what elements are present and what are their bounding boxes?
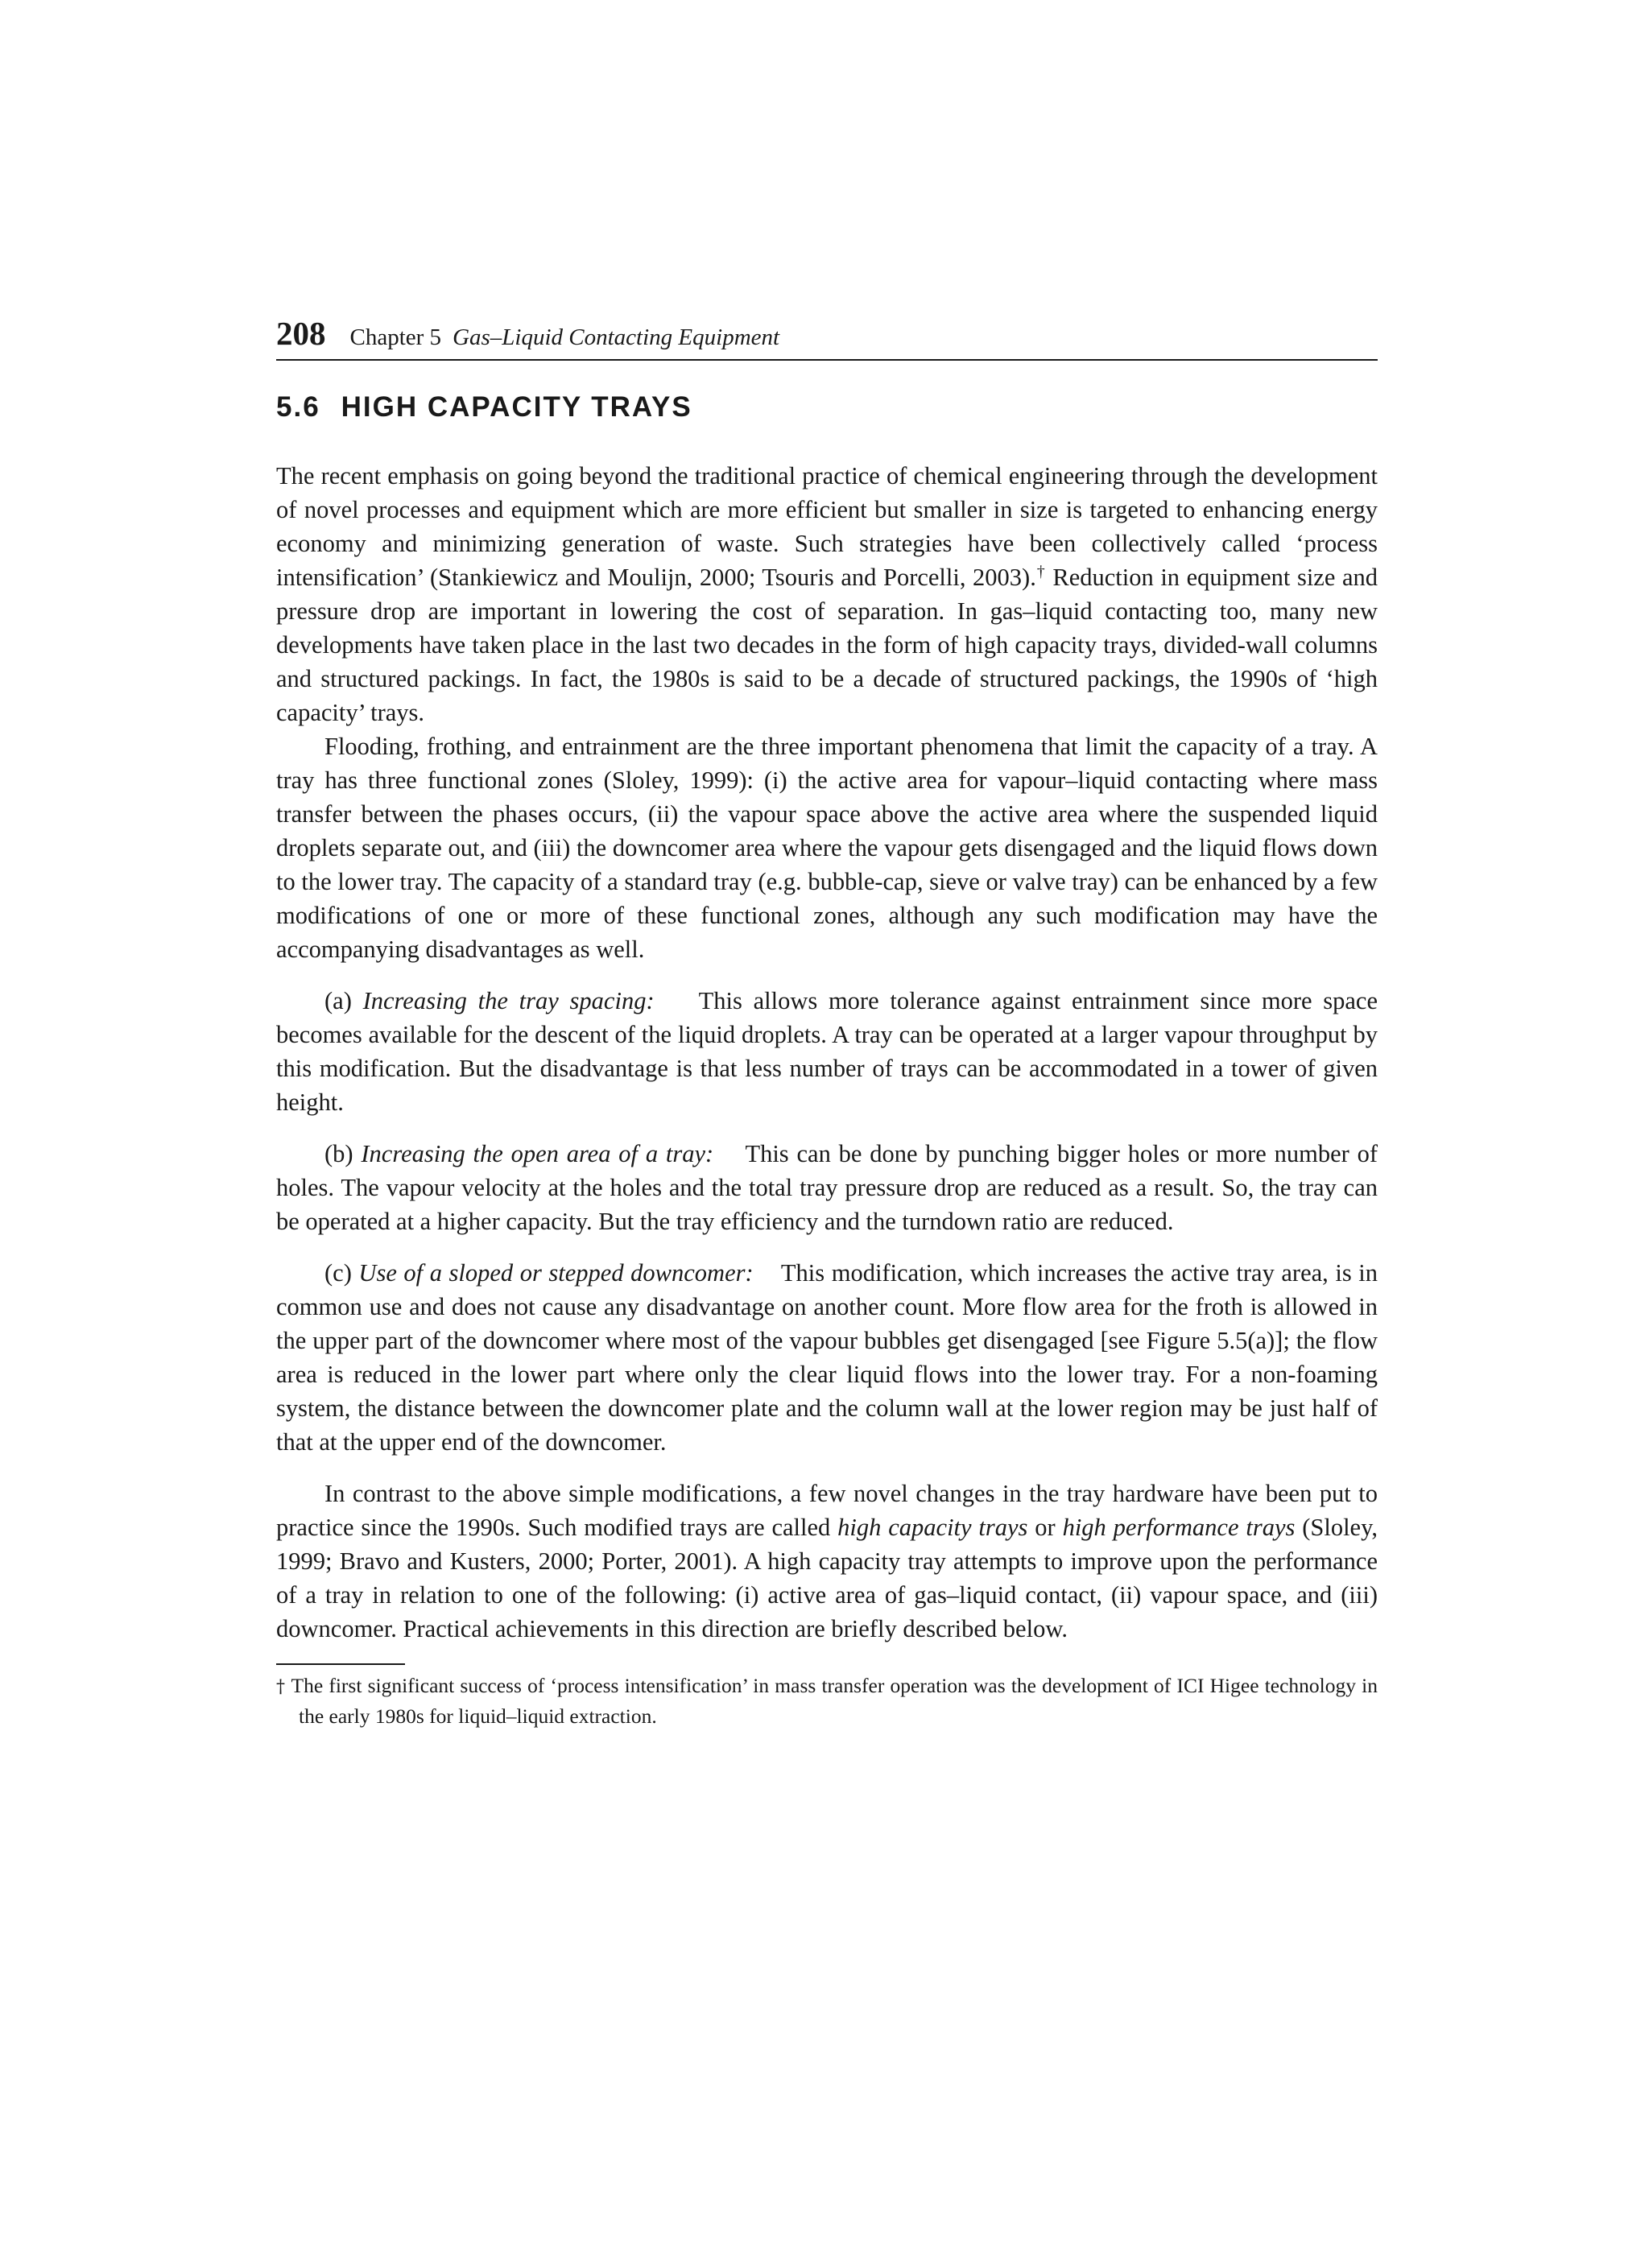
paragraph-tray-zones: Flooding, frothing, and entrainment are the three important phenomena that limit the capacity of a tray. A tray has three functional zones (Sloley, 1999): (i) the active area for vapour–liquid contacting where mass transfer between the phases occurs, (ii) the vapour space above the active area where the suspended liquid droplets separate out, and (iii) the downcomer area where the vapour gets disengaged and the liquid flows down to the lower tray. The capacity of a standard tray (e.g. bubble-cap, sieve or valve tray) can be enhanced by a few modifications of one or more of these functional zones, although any such modification may have the accompanying disadvantages as well. [276,733,1378,963]
section-heading [276,391,1378,423]
paragraph-modification-a [276,984,1378,1119]
term-high-capacity-trays: high capacity trays [837,1514,1028,1541]
book-page [276,314,1378,1731]
modification-b-text: This can be done by punching bigger holes or more number of holes. The vapour velocity at the holes and the total tray pressure drop are reduced as a result. So, the tray can be operated at a higher capacity. But the tray efficiency and the turndown ratio are reduced. [276,1140,1378,1235]
modification-c-text: This modification, which increases the active tray area, is in common use and does not cause any disadvantage on another count. More flow area for the froth is allowed in the upper part of the downcomer where most of the vapour bubbles get disengaged [see Figure 5.5(a)]; the flow area is reduced in the lower part where only the clear liquid flows into the lower tray. For a non-foaming system, the distance between the downcomer plate and the column wall at the lower region may be just half of that at the upper end of the downcomer. [276,1259,1378,1456]
modification-c-title: Use of a sloped or stepped downcomer: [358,1259,754,1287]
paragraph-high-capacity-text-a: In contrast to the above simple modifications, a few novel changes in the tray hardware have been put to practice since the 1990s. Such modified trays are called [276,1480,1378,1541]
page-number: 208 [276,315,326,352]
modification-c-label: (c) [324,1259,359,1287]
section-number: 5.6 [276,391,320,423]
modification-a-title: Increasing the tray spacing: [362,987,655,1014]
paragraph-intro-text-b: Reduction in equipment size and pressure drop are important in lowering the cost of separation. In gas–liquid contacting too, many new developments have taken place in the last two decades in the form of high capacity trays, divided-wall columns and structured packings. In fact, the 1980s is said to be a decade of structured packings, the 1990s of ‘high capacity’ trays. [276,564,1378,726]
running-header [276,314,1378,361]
paragraph-modification-c [276,1256,1378,1459]
paragraph-high-capacity-text-c: (Sloley, 1999; Bravo and Kusters, 2000; Porter, 2001). A high capacity tray attempts to improve upon the performance of a tray in relation to one of the following: (i) active area of gas–liquid contact, (ii) vapour space, and (iii) downcomer. Practical achievements in this direction are briefly described below. [276,1514,1378,1642]
footnote-mark: † [276,1677,286,1697]
modification-a-text: This allows more tolerance against entrainment since more space becomes available for the descent of the liquid droplets. A tray can be operated at a larger vapour throughput by this modification. But the disadvantage is that less number of trays can be accommodated in a tower of given height. [276,987,1378,1116]
paragraph-high-capacity [276,1477,1378,1646]
chapter-title: Gas–Liquid Contacting Equipment [453,324,780,350]
footnote-divider [276,1663,405,1665]
footnote-text: The first significant success of ‘process intensification’ in mass transfer operation was the development of ICI Higee technology in the early 1980s for liquid–liquid extraction. [285,1674,1378,1728]
modification-b-title: Increasing the open area of a tray: [361,1140,714,1167]
term-high-performance-trays: high performance trays [1062,1514,1296,1541]
paragraph-intro [276,459,1378,729]
paragraph-high-capacity-text-b: or [1027,1514,1063,1541]
section-title: HIGH CAPACITY TRAYS [341,391,692,423]
modification-b-label: (b) [324,1140,362,1167]
footnote-reference-mark: † [1035,562,1046,580]
modification-a-label: (a) [324,987,363,1014]
footnote [276,1671,1378,1731]
chapter-label: Chapter 5 [349,324,442,350]
paragraph-modification-b [276,1137,1378,1238]
paragraph-intro-text-a: The recent emphasis on going beyond the traditional practice of chemical engineering through the development of novel processes and equipment which are more efficient but smaller in size is targeted to enhancing energy economy and minimizing generation of waste. Such strategies have been collectively called ‘process intensification’ (Stankiewicz and Moulijn, 2000; Tsouris and Porcelli, 2003). [276,462,1378,591]
